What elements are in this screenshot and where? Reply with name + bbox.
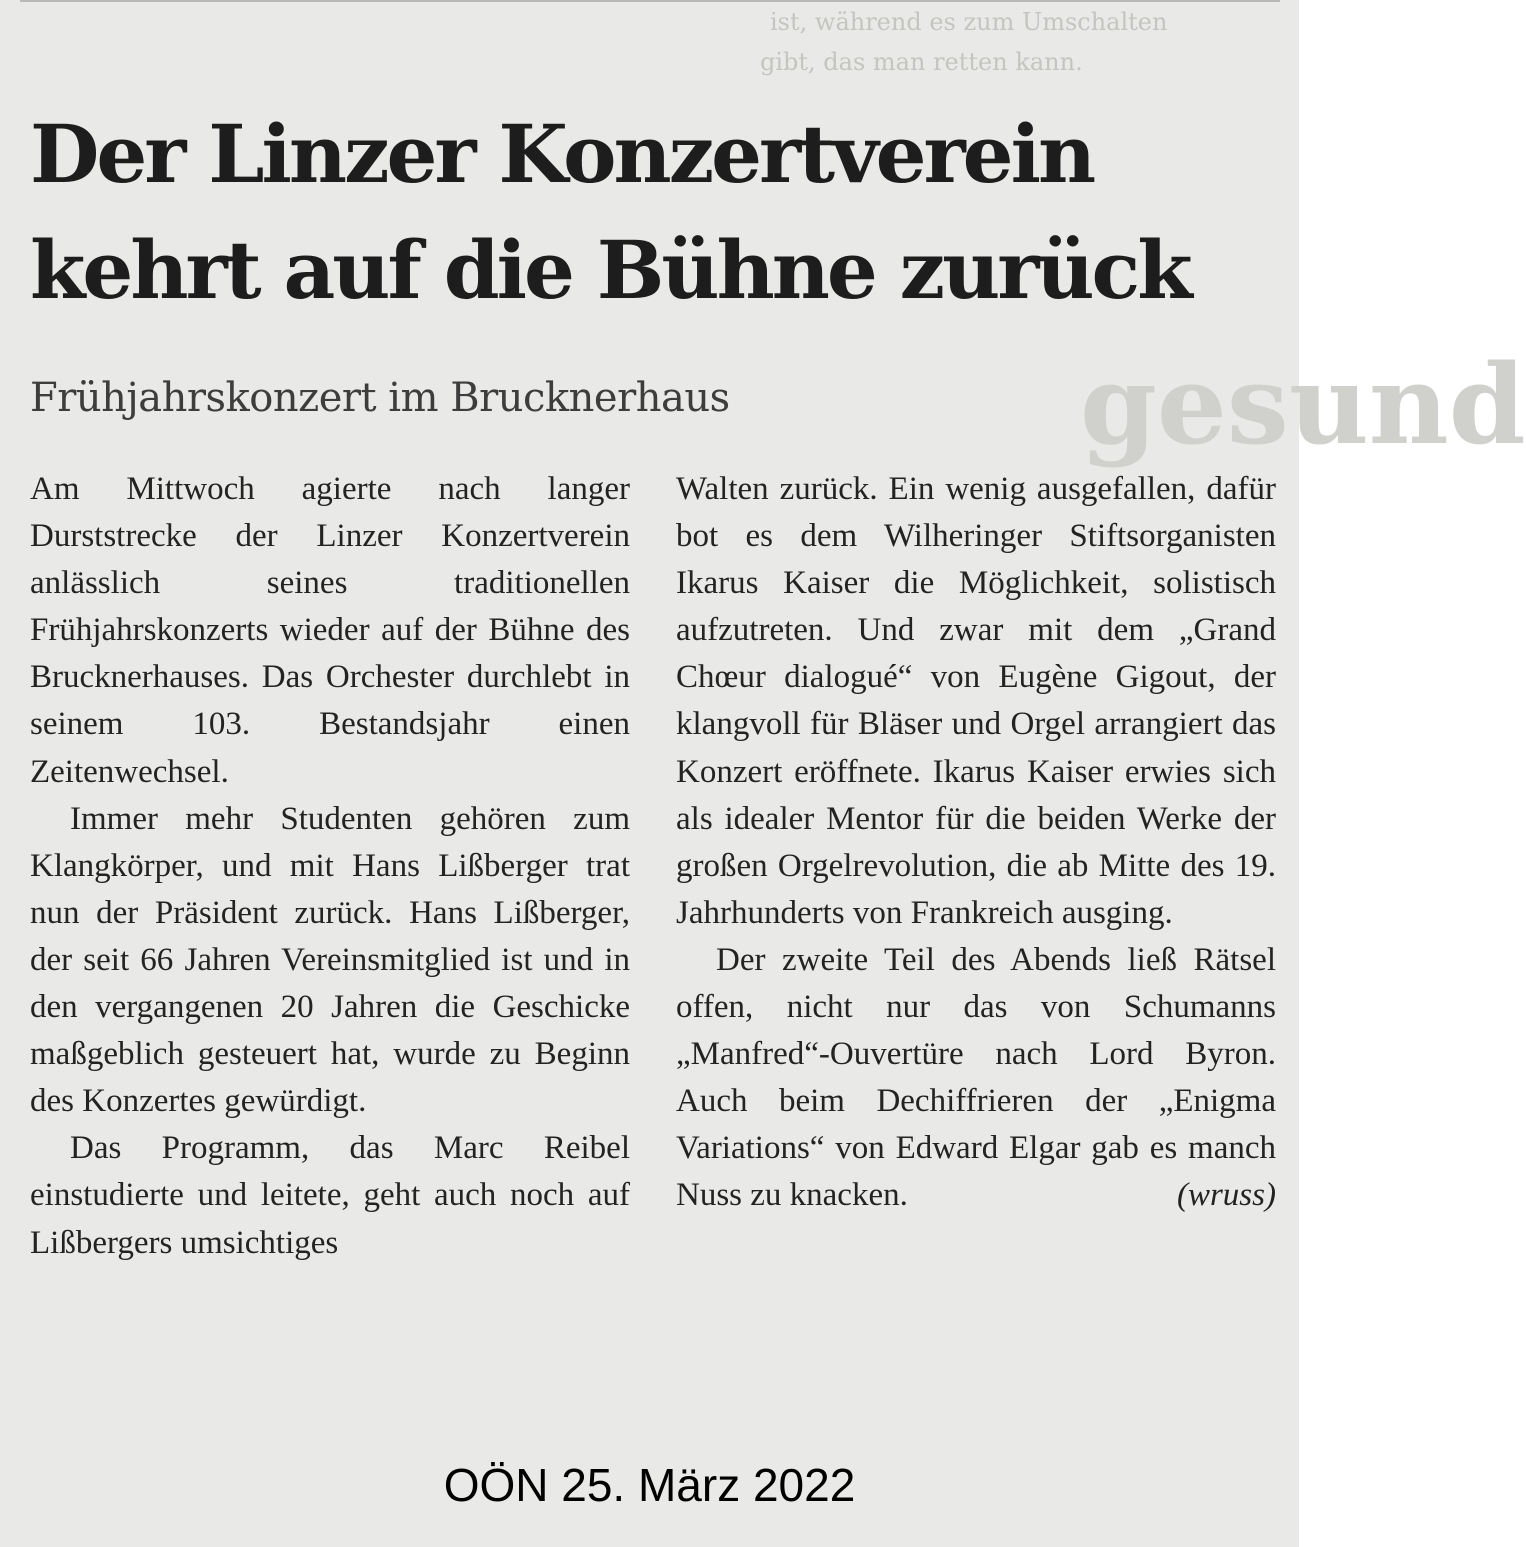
author-byline: (wruss) [1176,1177,1276,1214]
background-bleed-text: gesund [1080,340,1526,469]
article-subheadline: Frühjahrskonzert im Brucknerhaus [30,375,730,421]
article-column-left [30,466,630,1267]
article-paragraph: Das Programm, das Marc Reibel einstudierte und leitete, geht auch noch auf Lißbergers umsichtiges [30,1130,630,1261]
article-paragraph-text: Der zweite Teil des Abends ließ Rätsel offen, nicht nur das von Schumanns „Manfred“-Ouvertüre nach Lord Byron. Auch beim Dechiffrieren der „Enigma Variations“ von Edward Elgar gab es manch Nuss zu knacken. [676,941,1276,1214]
background-bleed-text: ist, während es zum Umschalten [770,8,1168,36]
source-caption: OÖN 25. März 2022 [443,1459,856,1511]
background-bleed-text: gibt, das man retten kann. [760,48,1083,76]
article-paragraph: Am Mittwoch agierte nach langer Durststrecke der Linzer Konzertverein anlässlich seines traditionellen Frühjahrskonzerts wieder auf der Bühne des Brucknerhauses. Das Orchester durchlebt in seinem 103. Bestandsjahr einen Zeitenwechsel. [30,471,630,790]
article-headline: Der Linzer Konzertverein kehrt auf die Bühne zurück [30,107,1190,317]
article-column-right [676,466,1276,1220]
article-paragraph: Walten zurück. Ein wenig ausgefallen, dafür bot es dem Wilheringer Stiftsorganisten Ikarus Kaiser die Möglichkeit, solistisch aufzutreten. Und zwar mit dem „Grand Chœur dialogué“ von Eugène Gigout, der klangvoll für Bläser und Orgel arrangiert das Konzert eröffnete. Ikarus Kaiser erwies sich als idealer Mentor für die beiden Werke der großen Orgelrevolution, die ab Mitte des 19. Jahrhunderts von Frankreich ausging. [676,471,1276,931]
article-paragraph-last [676,937,1276,1220]
article-paragraph: Immer mehr Studenten gehören zum Klangkörper, und mit Hans Lißberger trat nun der Präsident zurück. Hans Lißberger, der seit 66 Jahren Vereinsmitglied ist und in den vergangenen 20 Jahren die Geschicke maßgeblich gesteuert hat, wurde zu Beginn des Konzertes gewürdigt. [30,800,630,1120]
clipping-top-edge [20,0,1280,2]
